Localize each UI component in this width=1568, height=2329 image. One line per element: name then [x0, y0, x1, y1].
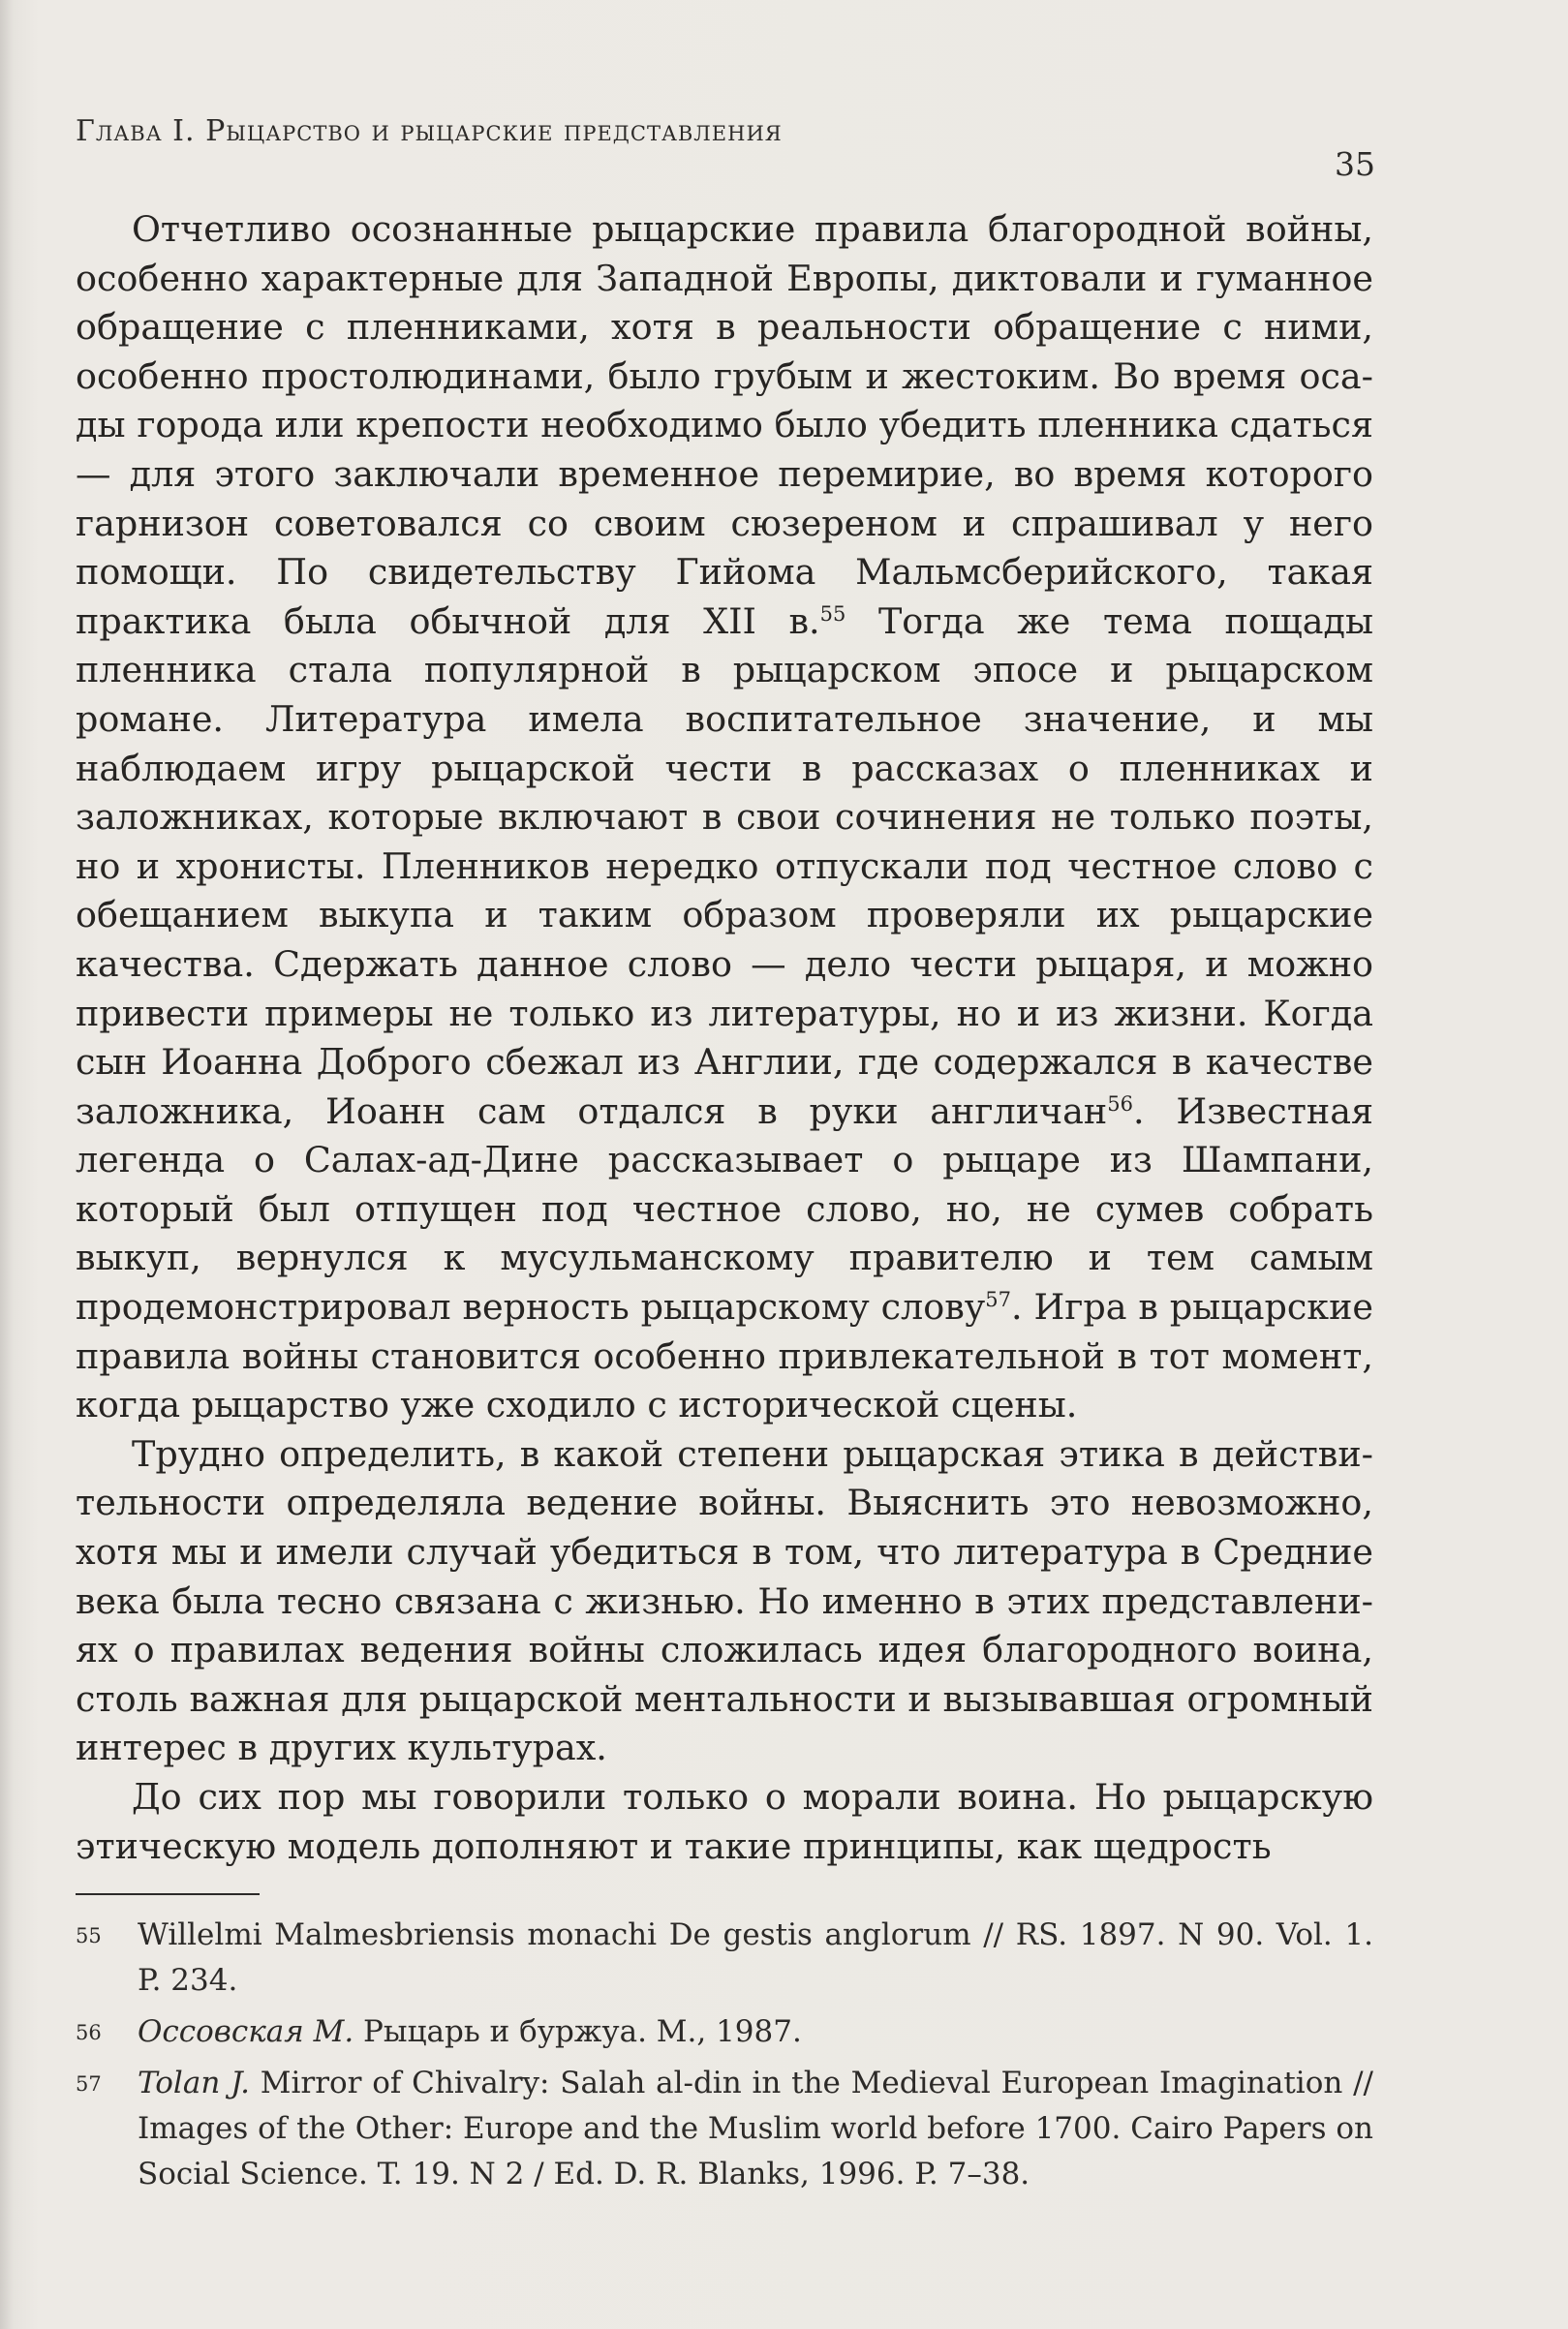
footnote-57	[76, 2061, 1373, 2197]
footnote-divider	[76, 1893, 260, 1895]
footnote-ref-57: 57	[985, 1287, 1011, 1311]
page-number: 35	[1335, 145, 1375, 183]
footnote-ref-55: 55	[819, 601, 846, 626]
footnote-55	[76, 1913, 1373, 2004]
footnote-author: Tolan J.	[138, 2066, 250, 2100]
text-segment: . Игра в рыцарские правила войны становится особенно привлекательной в тот момент, когда рыцарство уже сходило с исторической сцены.	[76, 1286, 1373, 1426]
text-segment: . Известная легенда о Салах-ад-Дине рассказывает о рыцаре из Шампани, который был отпущен под честное слово, но, не сумев собрать выкуп, вернулся к мусульманскому правителю и тем самым продемонстрировал верность рыцарскому слову	[76, 1089, 1374, 1329]
paragraph-2: Трудно определить, в какой степени рыцарская этика в действительности определяла ведение войны. Выяснить это невозможно, хотя мы и имели случай убедиться в том, что литература в Средние века была тесно связана с жизнью. Но именно в этих представлениях о правилах ведения войны сложилась идея благородного воина, столь важная для рыцарской ментальности и вызывавшая огромный интерес в других культурах.	[76, 1432, 1373, 1769]
footnote-56	[76, 2009, 1373, 2055]
footnote-number: 56	[76, 2021, 102, 2044]
paragraph-1	[76, 205, 1373, 1430]
footnote-text: Рыцарь и буржуа. М., 1987.	[354, 2014, 802, 2049]
footnote-author: Оссовская М.	[138, 2014, 354, 2049]
footnote-number: 57	[76, 2072, 102, 2096]
text-segment: Тогда же тема пощады пленника стала популярной в рыцарском эпосе и рыцарском романе. Литература имела воспитательное значение, и мы наблюдаем игру рыцарской чести в рассказах о пленниках и заложниках, которые включают в свои сочинения не только поэты, но и хронисты. Пленников нередко отпускали под честное слово с обещанием выкупа и таким образом проверяли их рыцарские качества. Сдержать данное слово — дело чести рыцаря, и можно привести примеры не только из литературы, но и из жизни. Когда сын Иоанна Доброго сбежал из Англии, где содержался в качестве заложника, Иоанн сам отдался в руки англичан	[76, 599, 1374, 1132]
paragraph-3: До сих пор мы говорили только о морали воина. Но рыцарскую этическую модель дополняют и такие принципы, как щедрость	[76, 1776, 1373, 1867]
footnote-text: Mirror of Chivalry: Salah al-din in the Medieval European Imagination // Images of the Other: Europe and the Muslim world before 1700. Cairo Papers on Social Science. T. 19. N 2 / Ed. D. R. Blanks, 1996. P. 7–38.	[138, 2066, 1374, 2191]
footnotes	[76, 1913, 1373, 2203]
main-text	[76, 205, 1373, 1871]
footnote-ref-56: 56	[1107, 1091, 1133, 1116]
footnote-number: 55	[76, 1924, 102, 1947]
footnote-text: Willelmi Malmesbriensis monachi De gestis anglorum // RS. 1897. N 90. Vol. 1. P. 234.	[138, 1917, 1373, 1998]
running-head: Глава I. Рыцарство и рыцарские представления	[76, 114, 783, 148]
text-segment: Отчетливо осознанные рыцарские правила благородной войны, особенно характерные для Западной Европы, диктовали и гуманное обращение с пленниками, хотя в реальности обращение с ними, особенно простолюдинами, было грубым и жестоким. Во время осады города или крепости необходимо было убедить пленника сдаться — для этого заключали временное перемирие, во время которого гарнизон советовался со своим сюзереном и спрашивал у него помощи. По свидетельству Гийома Мальмсберийского, такая практика была обычной для XII в.	[76, 208, 1373, 642]
